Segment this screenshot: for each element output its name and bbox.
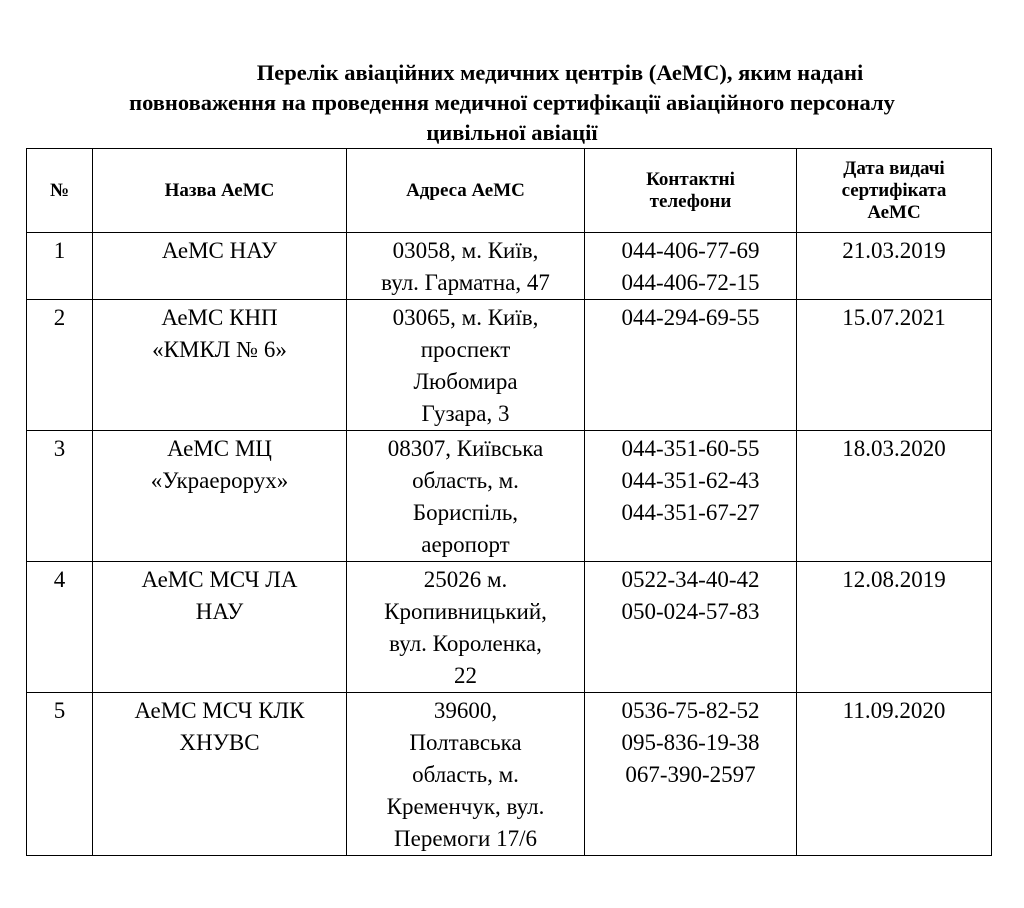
header-number: №	[27, 149, 93, 233]
header-date-line: сертифіката	[841, 179, 947, 201]
address-line: Кременчук, вул.	[386, 794, 545, 819]
name-line: «КМКЛ № 6»	[152, 337, 287, 362]
address-line: 03065, м. Київ,	[392, 305, 539, 330]
header-date-line: Дата видачі	[843, 157, 945, 179]
header-address: Адреса АеМС	[347, 149, 585, 233]
header-name: Назва АеМС	[93, 149, 347, 233]
address-line: 39600,	[433, 698, 498, 723]
header-date-line: АеМС	[867, 201, 921, 223]
cell-address	[347, 562, 585, 693]
cell-address	[347, 300, 585, 431]
phone-line: 044-406-72-15	[621, 270, 760, 295]
phone-line: 044-406-77-69	[621, 238, 760, 263]
address-line: Гузара, 3	[421, 401, 510, 426]
cell-address	[347, 431, 585, 562]
address-line: проспект	[420, 337, 511, 362]
cell-date: 15.07.2021	[797, 300, 992, 431]
phone-line: 0522-34-40-42	[621, 567, 760, 592]
cell-date: 12.08.2019	[797, 562, 992, 693]
address-line: вул. Гарматна, 47	[381, 270, 550, 295]
table-header-row	[27, 149, 992, 233]
address-line: 03058, м. Київ,	[392, 238, 539, 263]
cell-number: 3	[27, 431, 93, 562]
address-line: Полтавська	[409, 730, 522, 755]
table-row	[27, 300, 992, 431]
name-line: АеМС МСЧ КЛК	[134, 698, 305, 723]
address-line: Кропивницький,	[384, 599, 547, 624]
title-line: Перелік авіаційних медичних центрів (АеМС), яким надані	[256, 60, 864, 85]
address-line: Любомира	[413, 369, 518, 394]
phone-line: 044-294-69-55	[621, 305, 760, 330]
name-line: АеМС МСЧ ЛА	[141, 567, 298, 592]
cell-number: 5	[27, 693, 93, 856]
name-line: АеМС НАУ	[161, 238, 278, 263]
name-line: ХНУВС	[179, 730, 260, 755]
cell-date: 11.09.2020	[797, 693, 992, 856]
phone-line: 095-836-19-38	[621, 730, 760, 755]
cell-phones	[585, 233, 797, 300]
cell-name	[93, 562, 347, 693]
table-row	[27, 693, 992, 856]
address-line: аеропорт	[421, 532, 510, 557]
phone-line: 050-024-57-83	[621, 599, 760, 624]
phone-line: 067-390-2597	[625, 762, 756, 787]
name-line: «Украерорух»	[150, 468, 289, 493]
name-line: АеМС КНП	[161, 305, 278, 330]
table-body	[27, 233, 992, 856]
cell-number: 2	[27, 300, 93, 431]
cell-date: 21.03.2019	[797, 233, 992, 300]
cell-name	[93, 233, 347, 300]
aemc-table	[26, 148, 992, 856]
name-line: АеМС МЦ	[167, 436, 272, 461]
address-line: вул. Короленка,	[389, 631, 542, 656]
header-phones-line: телефони	[649, 190, 732, 212]
phone-line: 044-351-67-27	[621, 500, 760, 525]
address-line: Перемоги 17/6	[394, 826, 537, 851]
phone-line: 044-351-60-55	[621, 436, 760, 461]
address-line: Бориспіль,	[412, 500, 519, 525]
name-line: НАУ	[195, 599, 244, 624]
cell-name	[93, 300, 347, 431]
cell-phones	[585, 431, 797, 562]
phone-line: 0536-75-82-52	[621, 698, 760, 723]
cell-phones	[585, 562, 797, 693]
address-line: 08307, Київська	[387, 436, 544, 461]
cell-number: 4	[27, 562, 93, 693]
table-row	[27, 431, 992, 562]
cell-name	[93, 693, 347, 856]
address-line: область, м.	[412, 468, 519, 493]
header-phones-line: Контактні	[646, 168, 735, 190]
title-line: повноваження на проведення медичної сертифікації авіаційного персоналу	[129, 90, 895, 115]
address-line: 22	[454, 663, 477, 688]
phone-line: 044-351-62-43	[621, 468, 760, 493]
title-line: цивільної авіації	[426, 120, 598, 145]
cell-address	[347, 233, 585, 300]
table-row	[27, 562, 992, 693]
address-line: область, м.	[412, 762, 519, 787]
cell-phones	[585, 300, 797, 431]
document-title	[20, 58, 1004, 148]
address-line: 25026 м.	[423, 567, 508, 592]
cell-name	[93, 431, 347, 562]
table-row	[27, 233, 992, 300]
cell-number: 1	[27, 233, 93, 300]
cell-phones	[585, 693, 797, 856]
header-phones	[585, 149, 797, 233]
cell-address	[347, 693, 585, 856]
header-date	[797, 149, 992, 233]
cell-date: 18.03.2020	[797, 431, 992, 562]
